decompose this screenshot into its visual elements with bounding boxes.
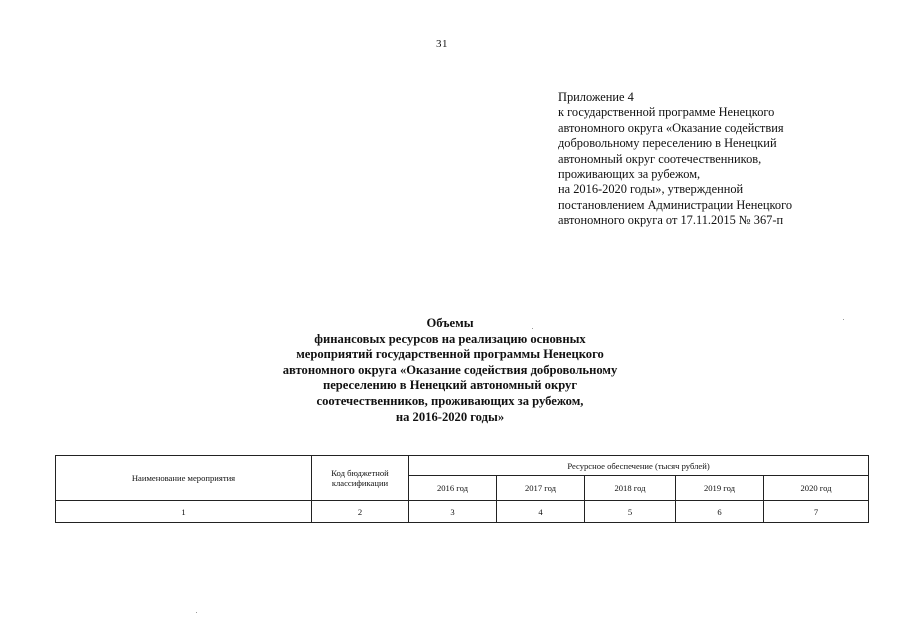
header-resources: Ресурсное обеспечение (тысяч рублей) bbox=[409, 456, 869, 476]
table-header-row bbox=[56, 456, 869, 476]
title-line: переселению в Ненецкий автономный округ bbox=[322, 378, 578, 393]
title-line: на 2016-2020 годы» bbox=[395, 409, 505, 424]
header-year: 2020 год bbox=[764, 476, 869, 501]
appendix-line: Приложение 4 bbox=[558, 90, 634, 104]
document-title bbox=[200, 316, 700, 425]
column-number: 7 bbox=[764, 501, 869, 523]
appendix-line: автономный округ соотечественников, bbox=[558, 151, 762, 166]
title-line: мероприятий государственной программы Ненецкого bbox=[296, 347, 604, 362]
header-year: 2017 год bbox=[497, 476, 585, 501]
title-line: финансовых ресурсов на реализацию основных bbox=[314, 331, 586, 346]
column-number: 6 bbox=[676, 501, 764, 523]
column-number: 3 bbox=[409, 501, 497, 523]
appendix-line: автономного округа от 17.11.2015 № 367-п bbox=[558, 213, 784, 228]
appendix-line: автономного округа «Оказание содействия bbox=[558, 120, 784, 135]
page-number: 31 bbox=[436, 38, 448, 50]
header-name: Наименование мероприятия bbox=[56, 456, 312, 501]
title-line: автономного округа «Оказание содействия добровольному bbox=[282, 362, 618, 377]
column-number: 5 bbox=[585, 501, 676, 523]
header-year: 2019 год bbox=[676, 476, 764, 501]
table-row bbox=[56, 501, 869, 523]
title-line: Объемы bbox=[426, 316, 474, 330]
appendix-line: добровольному переселению в Ненецкий bbox=[558, 136, 777, 151]
appendix-block bbox=[558, 90, 858, 229]
column-number: 1 bbox=[56, 501, 312, 523]
column-number: 4 bbox=[497, 501, 585, 523]
resources-table bbox=[55, 455, 869, 523]
scan-speck bbox=[843, 319, 844, 320]
column-number: 2 bbox=[312, 501, 409, 523]
header-year: 2018 год bbox=[585, 476, 676, 501]
appendix-line: к государственной программе Ненецкого bbox=[558, 105, 775, 120]
appendix-line: постановлением Администрации Ненецкого bbox=[558, 197, 793, 212]
header-year: 2016 год bbox=[409, 476, 497, 501]
appendix-line: на 2016-2020 годы», утвержденной bbox=[558, 182, 744, 197]
header-code: Код бюджетной классификации bbox=[312, 456, 409, 501]
scan-speck bbox=[196, 612, 197, 613]
scan-speck bbox=[532, 328, 533, 329]
appendix-line: проживающих за рубежом, bbox=[558, 167, 701, 182]
title-line: соотечественников, проживающих за рубежом, bbox=[316, 393, 584, 408]
